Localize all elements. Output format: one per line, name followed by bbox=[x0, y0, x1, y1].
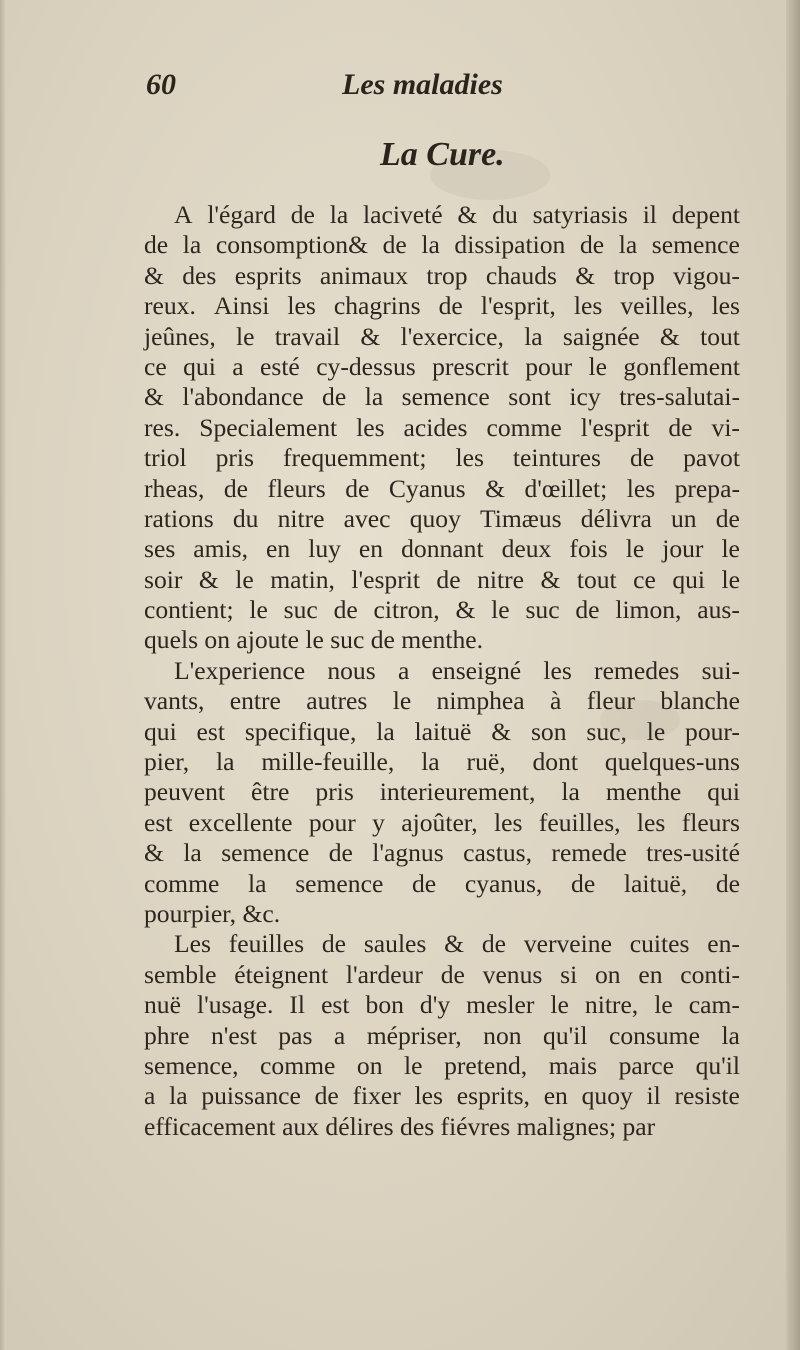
text-line: & des esprits animaux trop chauds & trop vigou- bbox=[144, 260, 740, 290]
text-line: ce qui a esté cy-dessus prescrit pour le gonflement bbox=[144, 351, 740, 381]
text-line: & la semence de l'agnus castus, remede tres-usité bbox=[144, 838, 740, 868]
text-line: semence, comme on le pretend, mais parce qu'il bbox=[144, 1050, 740, 1080]
text-line: reux. Ainsi les chagrins de l'esprit, les veilles, les bbox=[144, 291, 740, 321]
text-line: soir & le matin, l'esprit de nitre & tout ce qui le bbox=[144, 564, 740, 594]
text-line: L'experience nous a enseigné les remedes sui- bbox=[174, 655, 740, 685]
page-right-edge bbox=[786, 0, 800, 1350]
text-line: res. Specialement les acides comme l'esprit de vi- bbox=[144, 412, 740, 442]
running-head: Les maladies bbox=[342, 68, 503, 101]
text-line: nuë l'usage. Il est bon d'y mesler le nitre, le cam- bbox=[144, 990, 740, 1020]
text-line: A l'égard de la laciveté & du satyriasis il depent bbox=[174, 200, 740, 229]
text-line: rations du nitre avec quoy Timæus délivra un de bbox=[144, 503, 740, 533]
text-line: ses amis, en luy en donnant deux fois le jour le bbox=[144, 534, 740, 564]
text-line: vants, entre autres le nimphea à fleur blanche bbox=[144, 686, 740, 716]
text-line: peuvent être pris interieurement, la menthe qui bbox=[144, 777, 740, 807]
text-line: triol pris frequemment; les teintures de pavot bbox=[144, 443, 740, 473]
text-line: Les feuilles de saules & de verveine cuites en- bbox=[174, 929, 740, 959]
body-text bbox=[144, 200, 740, 1142]
text-line: pier, la mille-feuille, la ruë, dont quelques-uns bbox=[144, 747, 740, 777]
text-line: rheas, de fleurs de Cyanus & d'œillet; les prepa- bbox=[144, 473, 740, 503]
text-line: a la puissance de fixer les esprits, en quoy il resiste bbox=[144, 1081, 740, 1111]
text-line: efficacement aux délires des fiévres malignes; par bbox=[144, 1111, 656, 1141]
text-line: est excellente pour y ajoûter, les feuilles, les fleurs bbox=[144, 807, 740, 837]
text-line: quels on ajoute le suc de menthe. bbox=[144, 625, 484, 655]
text-line: jeûnes, le travail & l'exercice, la saignée & tout bbox=[144, 321, 740, 351]
section-title: La Cure. bbox=[380, 136, 505, 173]
text-line: de la consomption& de la dissipation de la semence bbox=[144, 230, 740, 260]
page-number: 60 bbox=[146, 68, 176, 101]
text-line: & l'abondance de la semence sont icy tres-salutai- bbox=[144, 382, 740, 412]
text-line: pourpier, &c. bbox=[144, 898, 281, 928]
page-header bbox=[146, 68, 746, 108]
page-left-edge bbox=[0, 0, 6, 1350]
text-line: comme la semence de cyanus, de laituë, de bbox=[144, 868, 740, 898]
text-line: contient; le suc de citron, & le suc de limon, aus- bbox=[144, 595, 740, 625]
text-line: semble éteignent l'ardeur de venus si on en conti- bbox=[144, 959, 740, 989]
text-line: qui est specifique, la laituë & son suc, le pour- bbox=[144, 716, 740, 746]
text-line: phre n'est pas a mépriser, non qu'il consume la bbox=[144, 1020, 740, 1050]
